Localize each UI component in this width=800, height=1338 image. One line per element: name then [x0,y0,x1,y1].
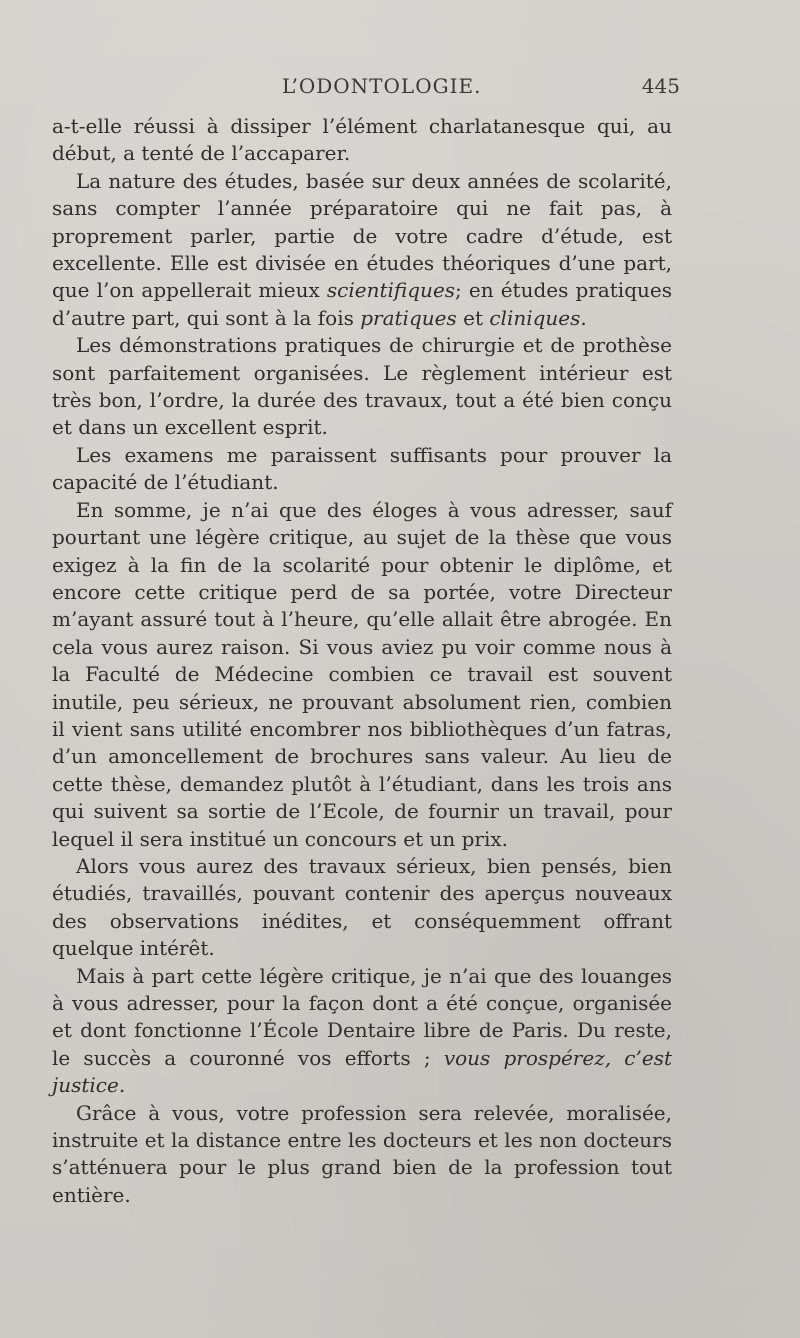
paragraph-8 [52,1100,672,1210]
paragraph-2-text-4: . [580,305,587,330]
paragraph-2-italic-3: cliniques [489,305,581,330]
paragraph-8-text: Grâce à vous, votre profession sera relevée, moralisée, instruite et la distance entre les docteurs et les non docteurs s’atténuera pour le plus grand bien de la profession tout entière. [52,1100,672,1207]
paragraph-7 [52,963,672,1100]
paragraph-6 [52,853,672,963]
paragraph-4-text: Les examens me paraissent suffisants pour prouver la capacité de l’étudiant. [52,442,672,495]
page-header [52,74,680,104]
paragraph-7-italic-1: vous prospérez, c’est justice [52,1045,672,1098]
paragraph-5-text: En somme, je n’ai que des éloges à vous adresser, sauf pourtant une légère critique, au sujet de la thèse que vous exigez à la fin de la scolarité pour obtenir le diplôme, et encore cette critique perd de sa portée, votre Directeur m’ayant assuré tout à l’heure, qu’elle allait être abrogée. En cela vous aurez raison. Si vous aviez pu voir comme nous à la Faculté de Médecine combien ce travail est souvent inutile, peu sérieux, ne prouvant absolument rien, combien il vient sans utilité encombrer nos bibliothèques d’un fatras, d’un amoncellement de brochures sans valeur. Au lieu de cette thèse, demandez plutôt à l’étudiant, dans les trois ans qui suivent sa sortie de l’Ecole, de fournir un travail, pour lequel il sera institué un concours et un prix. [52,497,672,851]
paragraph-3 [52,332,672,442]
paragraph-5 [52,497,672,853]
paragraph-2 [52,168,672,332]
paragraph-4 [52,442,672,497]
paragraph-3-text: Les démonstrations pratiques de chirurgie et de prothèse sont parfaitement organisées. Le règlement intérieur est très bon, l’ordre, la durée des travaux, tout a été bien conçu et dans un excellent esprit. [52,333,672,440]
paragraph-2-text-1: La nature des études, basée sur deux années de scolarité, sans compter l’année préparatoire qui ne fait pas, à proprement parler, partie de votre cadre d’étude, est excellente. Elle est divisée en études théoriques d’une part, que l’on appellerait mieux [52,168,672,303]
paragraph-2-text-3: et [456,305,490,330]
paragraph-1 [52,113,672,168]
paragraph-2-italic-2: pratiques [360,305,457,330]
paragraph-1-text: a-t-elle réussi à dissiper l’élément charlatanesque qui, au début, a tenté de l’accaparer. [52,114,672,166]
paragraph-2-text-2: ; en études pratiques d’autre part, qui sont à la fois [52,278,672,330]
page-number: 445 [641,74,680,98]
paragraph-2-italic-1: scientifiques [326,278,456,303]
paragraph-6-text: Alors vous aurez des travaux sérieux, bien pensés, bien étudiés, travaillés, pouvant contenir des aperçus nouveaux des observations inédites, et conséquemment offrant quelque intérêt. [52,853,672,961]
paragraph-7-text-1: Mais à part cette légère critique, je n’ai que des louanges à vous adresser, pour la façon dont a été conçue, organisée et dont fonctionne l’École Dentaire libre de Paris. Du reste, le succès a couronné vos efforts ; [52,963,672,1070]
paragraph-7-text-2: . [118,1073,126,1098]
body-text [52,113,672,1209]
running-title: L’ODONTOLOGIE. [282,74,482,98]
